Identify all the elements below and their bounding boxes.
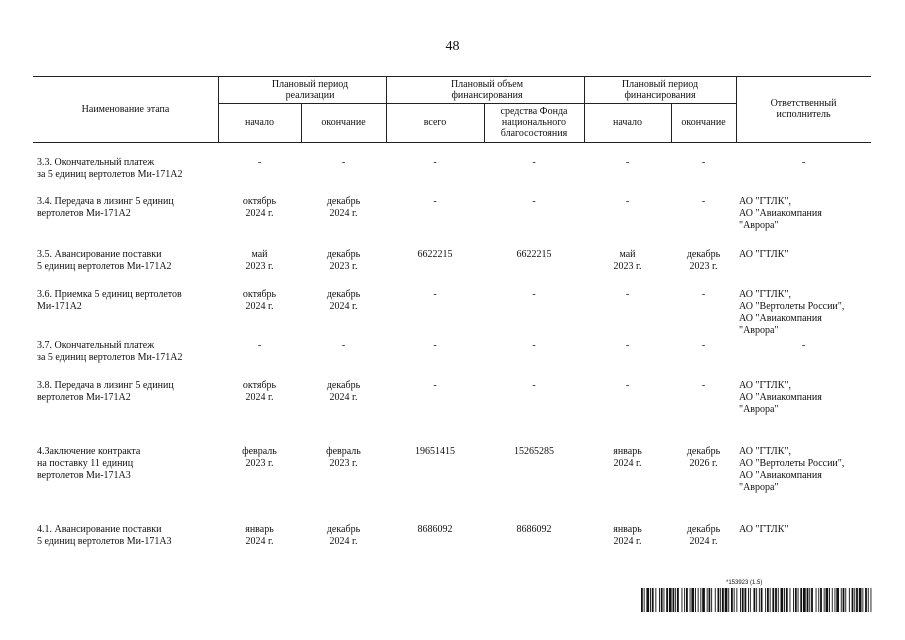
barcode-bar — [650, 588, 651, 612]
cell-text-line: - — [701, 196, 706, 207]
volume-total-cell — [386, 524, 484, 536]
realization-start-cell — [218, 446, 301, 470]
barcode-bar — [829, 588, 830, 612]
cell-text-line: за 5 единиц вертолетов Ми-171А2 — [37, 352, 183, 363]
volume-fund-cell — [484, 157, 584, 169]
stage-name-cell — [37, 524, 218, 548]
barcode-bar — [734, 588, 735, 612]
barcode-bar — [786, 588, 788, 612]
barcode-bar — [790, 588, 791, 612]
cell-text-line: АО "ГТЛК" — [739, 524, 789, 535]
cell-text-line: АО "ГТЛК", — [739, 380, 791, 391]
header-planned-period-financing: Плановый период финансирования — [621, 79, 699, 101]
financing-start-cell — [584, 249, 671, 273]
barcode-bar — [661, 588, 663, 612]
financing-end-cell — [671, 196, 736, 208]
financing-end-cell — [671, 446, 736, 470]
realization-end-cell — [301, 289, 386, 313]
cell-text-line: - — [257, 157, 262, 168]
cell-text-line: 8686092 — [417, 524, 453, 535]
header-bottom-border — [33, 142, 871, 143]
barcode-bar — [731, 588, 733, 612]
volume-total-cell — [386, 446, 484, 458]
cell-text-line: 2023 г. — [245, 261, 274, 272]
header-volume-fund: средства Фонда национального благосостояния — [500, 106, 568, 139]
volume-total-cell — [386, 249, 484, 261]
barcode-bar — [691, 588, 694, 612]
cell-text-line: - — [532, 340, 536, 351]
realization-end-cell — [301, 380, 386, 404]
column-divider — [736, 76, 737, 142]
financing-start-cell — [584, 446, 671, 470]
financing-end-cell — [671, 380, 736, 392]
cell-text-line: 8686092 — [516, 524, 552, 535]
cell-text-line: - — [701, 380, 706, 391]
cell-text-line: "Аврора" — [739, 220, 779, 231]
barcode-caption: *153923 (1.5) — [726, 580, 763, 586]
barcode-bar — [702, 588, 705, 612]
cell-text-line: АО "ГТЛК", — [739, 446, 791, 457]
barcode-bar — [803, 588, 806, 612]
volume-total-cell — [386, 380, 484, 392]
cell-text-line: 3.5. Авансирование поставки — [37, 249, 162, 260]
barcode-bar — [669, 588, 672, 612]
realization-start-cell — [218, 380, 301, 404]
barcode-bar — [859, 588, 862, 612]
barcode-bar — [816, 588, 817, 612]
cell-text-line: 2023 г. — [245, 458, 274, 469]
barcode-bar — [664, 588, 665, 612]
cell-text-line: - — [801, 340, 806, 351]
barcode-bar — [836, 588, 839, 612]
barcode-bar — [862, 588, 863, 612]
responsible-cell — [736, 340, 871, 352]
cell-text-line: 2024 г. — [329, 392, 358, 403]
cell-text-line: февраль — [326, 446, 361, 457]
cell-text-line: АО "Вертолеты России", — [739, 458, 845, 469]
realization-start-cell — [218, 289, 301, 313]
header-realization-end: окончание — [321, 117, 366, 128]
cell-text-line: - — [625, 340, 630, 351]
cell-text-line: 2024 г. — [245, 536, 274, 547]
volume-fund-cell — [484, 524, 584, 536]
cell-text-line: вертолетов Ми-171А3 — [37, 470, 131, 481]
barcode-bar — [832, 588, 833, 612]
cell-text-line: 2024 г. — [329, 301, 358, 312]
cell-text-line: 2023 г. — [329, 261, 358, 272]
financing-end-cell — [671, 249, 736, 273]
barcode-bar — [775, 588, 777, 612]
cell-text-line: 2024 г. — [245, 392, 274, 403]
cell-text-line: 6622215 — [516, 249, 552, 260]
barcode-bar — [761, 588, 763, 612]
cell-text-line: "Аврора" — [739, 404, 779, 415]
volume-total-cell — [386, 196, 484, 208]
header-financing-end: окончание — [681, 117, 726, 128]
barcode-bar — [759, 588, 760, 612]
cell-text-line: январь — [245, 524, 274, 535]
realization-start-cell — [218, 196, 301, 220]
cell-text-line: - — [341, 157, 346, 168]
financing-start-cell — [584, 524, 671, 548]
cell-text-line: декабрь — [686, 524, 721, 535]
cell-text-line: вертолетов Ми-171А2 — [37, 392, 131, 403]
cell-text-line: декабрь — [326, 524, 361, 535]
stage-name-cell — [37, 340, 218, 364]
volume-fund-cell — [484, 289, 584, 301]
barcode-bar — [742, 588, 744, 612]
cell-text-line: - — [433, 340, 437, 351]
barcode-bar — [784, 588, 785, 612]
barcode-bar — [820, 588, 822, 612]
barcode-bar — [677, 588, 679, 612]
cell-text-line: АО "Вертолеты России", — [739, 301, 845, 312]
cell-text-line: 15265285 — [514, 446, 554, 457]
cell-text-line: 2023 г. — [329, 458, 358, 469]
barcode-image — [641, 588, 873, 612]
cell-text-line: - — [701, 289, 706, 300]
barcode-bar — [718, 588, 720, 612]
cell-text-line: - — [701, 157, 706, 168]
barcode-bar — [682, 588, 683, 612]
barcode-bar — [740, 588, 741, 612]
barcode-bar — [728, 588, 729, 612]
cell-text-line: декабрь — [326, 249, 361, 260]
stage-name-cell — [37, 196, 218, 220]
barcode-bar — [641, 588, 643, 612]
barcode-bar — [841, 588, 842, 612]
barcode-bar — [756, 588, 757, 612]
barcode-bar — [652, 588, 654, 612]
cell-text-line: за 5 единиц вертолетов Ми-171А2 — [37, 169, 183, 180]
barcode-bar — [807, 588, 809, 612]
cell-text-line: АО "Авиакомпания — [739, 313, 822, 324]
cell-text-line: 5 единиц вертолетов Ми-171А2 — [37, 261, 172, 272]
barcode-bar — [655, 588, 656, 612]
realization-end-cell — [301, 196, 386, 220]
cell-text-line: - — [625, 157, 630, 168]
financing-end-cell — [671, 157, 736, 169]
realization-end-cell — [301, 340, 386, 352]
barcode-bar — [711, 588, 712, 612]
cell-text-line: - — [801, 157, 806, 168]
financing-end-cell — [671, 340, 736, 352]
cell-text-line: - — [625, 289, 630, 300]
barcode-bar — [736, 588, 737, 612]
financing-start-cell — [584, 340, 671, 352]
barcode-bar — [767, 588, 769, 612]
barcode-bar — [845, 588, 846, 612]
barcode-bar — [707, 588, 708, 612]
cell-text-line: - — [625, 196, 630, 207]
barcode-bar — [795, 588, 797, 612]
cell-text-line: декабрь — [326, 380, 361, 391]
barcode-bar — [748, 588, 749, 612]
barcode-bar — [843, 588, 845, 612]
financing-start-cell — [584, 289, 671, 301]
responsible-cell — [739, 380, 869, 416]
cell-text-line: - — [433, 289, 437, 300]
financing-start-cell — [584, 380, 671, 392]
cell-text-line: декабрь — [686, 249, 721, 260]
barcode-bar — [824, 588, 825, 612]
cell-text-line: 2024 г. — [245, 301, 274, 312]
realization-end-cell — [301, 446, 386, 470]
responsible-cell — [739, 196, 869, 232]
page-number: 48 — [445, 39, 460, 54]
volume-fund-cell — [484, 249, 584, 261]
financing-start-cell — [584, 157, 671, 169]
cell-text-line: - — [341, 340, 346, 351]
barcode-bar — [722, 588, 724, 612]
barcode-bar — [684, 588, 685, 612]
barcode-bar — [854, 588, 855, 612]
cell-text-line: - — [433, 196, 437, 207]
cell-text-line: январь — [613, 524, 642, 535]
barcode-bar — [835, 588, 836, 612]
barcode-bar — [765, 588, 766, 612]
cell-text-line: 6622215 — [417, 249, 453, 260]
cell-text-line: октябрь — [242, 196, 277, 207]
responsible-cell — [736, 157, 871, 169]
realization-start-cell — [218, 340, 301, 352]
header-planned-period-realization: Плановый период реализации — [271, 79, 349, 101]
responsible-cell — [739, 524, 869, 536]
cell-text-line: - — [433, 157, 437, 168]
volume-total-cell — [386, 340, 484, 352]
barcode-bar — [659, 588, 660, 612]
cell-text-line: "Аврора" — [739, 482, 779, 493]
financing-start-cell — [584, 196, 671, 208]
barcode-bar — [852, 588, 854, 612]
barcode-bar — [798, 588, 799, 612]
cell-text-line: 2023 г. — [689, 261, 718, 272]
realization-start-cell — [218, 157, 301, 169]
barcode-bar — [781, 588, 784, 612]
cell-text-line: - — [532, 289, 536, 300]
cell-text-line: май — [619, 249, 636, 260]
cell-text-line: "Аврора" — [739, 325, 779, 336]
cell-text-line: октябрь — [242, 380, 277, 391]
cell-text-line: АО "Авиакомпания — [739, 208, 822, 219]
barcode-bar — [826, 588, 829, 612]
cell-text-line: 2023 г. — [613, 261, 642, 272]
barcode-bar — [750, 588, 751, 612]
volume-fund-cell — [484, 196, 584, 208]
barcode-bar — [778, 588, 779, 612]
cell-text-line: январь — [613, 446, 642, 457]
financing-end-cell — [671, 289, 736, 301]
cell-text-line: - — [532, 196, 536, 207]
realization-end-cell — [301, 157, 386, 169]
realization-end-cell — [301, 249, 386, 273]
stage-name-cell — [37, 157, 218, 181]
cell-text-line: АО "Авиакомпания — [739, 392, 822, 403]
cell-text-line: 3.6. Приемка 5 единиц вертолетов — [37, 289, 182, 300]
financing-end-cell — [671, 524, 736, 548]
volume-total-cell — [386, 289, 484, 301]
cell-text-line: АО "ГТЛК", — [739, 289, 791, 300]
header-realization-start: начало — [245, 117, 274, 128]
cell-text-line: 2024 г. — [245, 208, 274, 219]
responsible-cell — [739, 249, 869, 261]
cell-text-line: 3.7. Окончательный платеж — [37, 340, 155, 351]
cell-text-line: - — [625, 380, 630, 391]
barcode-bar — [666, 588, 668, 612]
realization-start-cell — [218, 524, 301, 548]
barcode-bar — [770, 588, 771, 612]
barcode-bar — [871, 588, 872, 612]
responsible-cell — [739, 289, 869, 337]
cell-text-line: 4.1. Авансирование поставки — [37, 524, 162, 535]
barcode-bar — [811, 588, 813, 612]
barcode-bar — [715, 588, 716, 612]
barcode-bar — [673, 588, 675, 612]
barcode-bar — [690, 588, 691, 612]
cell-text-line: 3.8. Передача в лизинг 5 единиц — [37, 380, 174, 391]
barcode-bar — [725, 588, 728, 612]
cell-text-line: февраль — [242, 446, 277, 457]
barcode-bar — [675, 588, 676, 612]
barcode-bar — [695, 588, 696, 612]
cell-text-line: май — [251, 249, 268, 260]
cell-text-line: 2026 г. — [689, 458, 718, 469]
header-responsible: Ответственный исполнитель — [770, 98, 837, 120]
volume-fund-cell — [484, 380, 584, 392]
cell-text-line: - — [532, 157, 536, 168]
barcode-bar — [856, 588, 858, 612]
cell-text-line: декабрь — [326, 196, 361, 207]
header-stage-name: Наименование этапа — [81, 103, 170, 115]
volume-fund-cell — [484, 446, 584, 458]
cell-text-line: - — [257, 340, 262, 351]
barcode-bar — [698, 588, 699, 612]
cell-text-line: - — [433, 380, 437, 391]
cell-text-line: декабрь — [686, 446, 721, 457]
barcode-bar — [709, 588, 711, 612]
cell-text-line: 4.Заключение контракта — [37, 446, 141, 457]
cell-text-line: Ми-171А2 — [37, 301, 82, 312]
cell-text-line: 2024 г. — [329, 536, 358, 547]
cell-text-line: 2024 г. — [329, 208, 358, 219]
barcode-bar — [793, 588, 794, 612]
cell-text-line: октябрь — [242, 289, 277, 300]
header-financing-start: начало — [613, 117, 642, 128]
volume-total-cell — [386, 157, 484, 169]
barcode-bar — [865, 588, 867, 612]
cell-text-line: 5 единиц вертолетов Ми-171А3 — [37, 536, 172, 547]
stage-name-cell — [37, 446, 218, 482]
column-divider — [484, 103, 485, 142]
volume-fund-cell — [484, 340, 584, 352]
cell-text-line: 2024 г. — [613, 458, 642, 469]
barcode-bar — [646, 588, 649, 612]
responsible-cell — [739, 446, 869, 494]
cell-text-line: 3.3. Окончательный платеж — [37, 157, 155, 168]
cell-text-line: декабрь — [326, 289, 361, 300]
barcode-bar — [745, 588, 747, 612]
cell-text-line: 2024 г. — [689, 536, 718, 547]
header-volume-total: всего — [423, 117, 447, 128]
cell-text-line: - — [532, 380, 536, 391]
stage-name-cell — [37, 289, 218, 313]
cell-text-line: АО "ГТЛК" — [739, 249, 789, 260]
realization-start-cell — [218, 249, 301, 273]
barcode-bar — [849, 588, 850, 612]
cell-text-line: 2024 г. — [613, 536, 642, 547]
barcode-bar — [686, 588, 688, 612]
barcode-bar — [809, 588, 810, 612]
stage-name-cell — [37, 249, 218, 273]
cell-text-line: АО "Авиакомпания — [739, 470, 822, 481]
cell-text-line: - — [701, 340, 706, 351]
realization-end-cell — [301, 524, 386, 548]
barcode-bar — [868, 588, 869, 612]
header-planned-volume: Плановый объем финансирования — [450, 79, 524, 101]
barcode-bar — [700, 588, 701, 612]
stage-name-cell — [37, 380, 218, 404]
cell-text-line: 19651415 — [415, 446, 455, 457]
cell-text-line: на поставку 11 единиц — [37, 458, 134, 469]
barcode-bar — [754, 588, 756, 612]
barcode-bar — [800, 588, 802, 612]
barcode-bar — [644, 588, 645, 612]
cell-text-line: АО "ГТЛК", — [739, 196, 791, 207]
cell-text-line: вертолетов Ми-171А2 — [37, 208, 131, 219]
barcode-bar — [720, 588, 721, 612]
barcode-bar — [772, 588, 774, 612]
barcode-bar — [818, 588, 819, 612]
cell-text-line: 3.4. Передача в лизинг 5 единиц — [37, 196, 174, 207]
